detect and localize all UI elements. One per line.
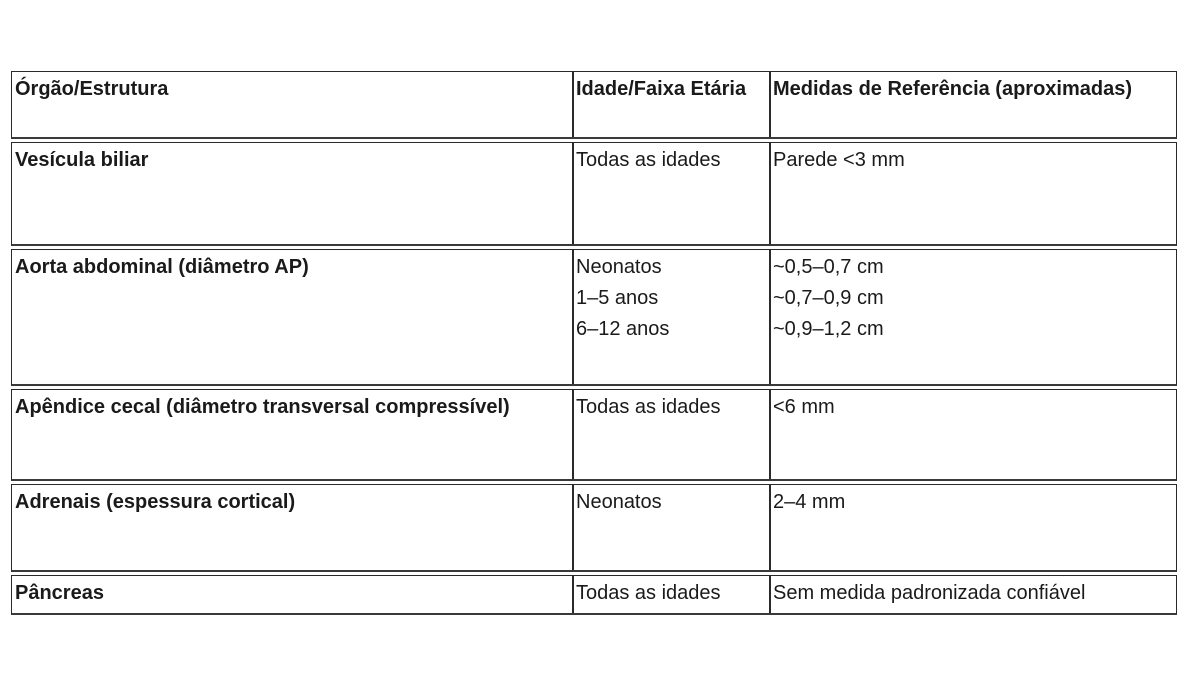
reference-table (11, 71, 1177, 618)
age-value: 1–5 anos (576, 287, 659, 309)
measure-value: ~0,7–0,9 cm (773, 287, 884, 309)
table-row (11, 249, 1177, 386)
measure-cell (769, 485, 1176, 570)
table-row (11, 575, 1177, 615)
age-cell (572, 576, 769, 613)
header-measures: Medidas de Referência (aproximadas) (769, 72, 1176, 137)
age-cell (572, 390, 769, 479)
organ-cell: Apêndice cecal (diâmetro transversal compressível) (15, 396, 510, 418)
measure-cell (769, 390, 1176, 479)
age-cell (572, 143, 769, 244)
table-row (11, 142, 1177, 246)
age-value: 6–12 anos (576, 318, 670, 340)
age-cell (572, 485, 769, 570)
age-value: Todas as idades (576, 149, 721, 171)
measure-value: <6 mm (773, 396, 835, 418)
age-value: Neonatos (576, 256, 662, 278)
organ-cell: Aorta abdominal (diâmetro AP) (15, 256, 309, 278)
measure-value: ~0,9–1,2 cm (773, 318, 884, 340)
organ-cell: Adrenais (espessura cortical) (15, 491, 296, 513)
measure-cell (769, 143, 1176, 244)
age-cell (572, 250, 769, 384)
measure-cell (769, 250, 1176, 384)
organ-cell: Vesícula biliar (15, 149, 149, 171)
age-value: Todas as idades (576, 582, 721, 604)
header-organ: Órgão/Estrutura (15, 78, 169, 100)
measure-value: ~0,5–0,7 cm (773, 256, 884, 278)
header-age: Idade/Faixa Etária (572, 72, 769, 137)
table-row (11, 389, 1177, 481)
measure-value: 2–4 mm (773, 491, 846, 513)
table-row (11, 484, 1177, 572)
age-value: Neonatos (576, 491, 662, 513)
table-header-row (11, 71, 1177, 139)
measure-value: Parede <3 mm (773, 149, 905, 171)
organ-cell: Pâncreas (15, 582, 104, 604)
measure-cell (769, 576, 1176, 613)
measure-value: Sem medida padronizada confiável (773, 582, 1086, 604)
age-value: Todas as idades (576, 396, 721, 418)
